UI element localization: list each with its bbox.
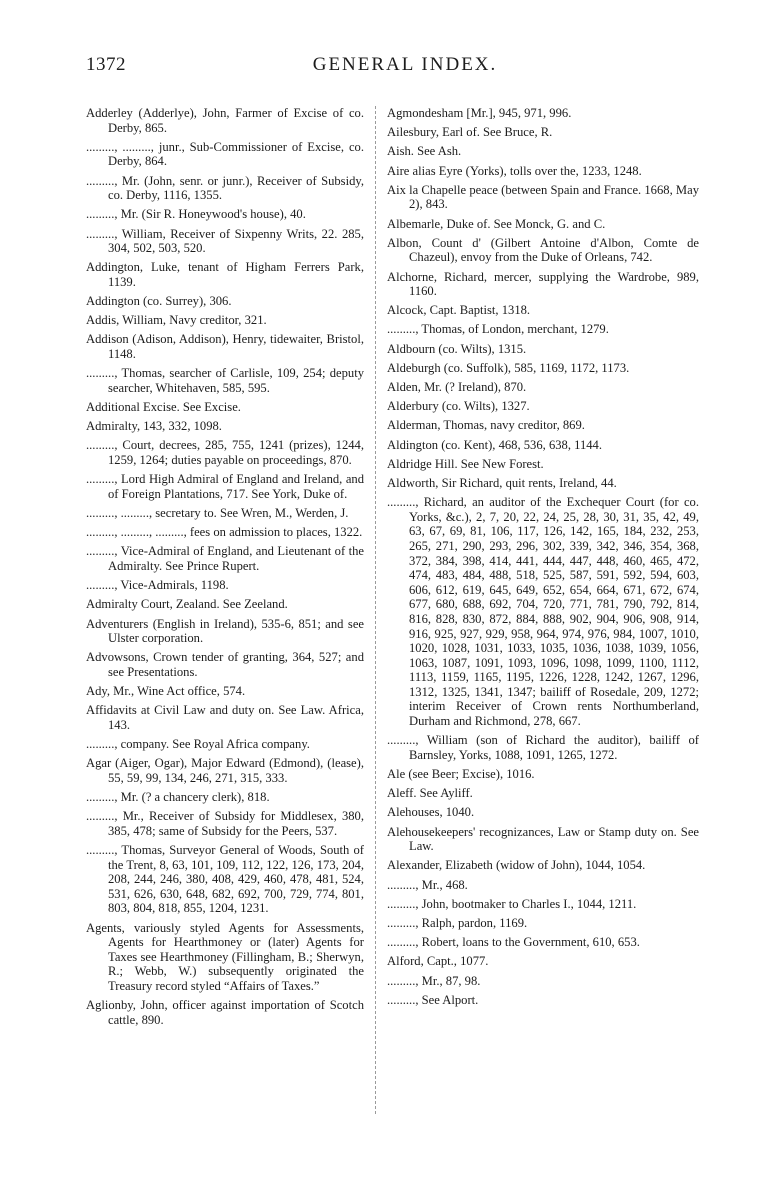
index-entry: ........., Mr., 87, 98.: [387, 973, 481, 988]
index-entry: Affidavits at Civil Law and duty on. See Law. Africa, 143.: [86, 703, 364, 732]
index-entry: Agents, variously styled Agents for Assessments, Agents for Hearthmoney or (later) Agents for Taxes see Hearthmoney (Fillingham, B.; Sherwyn, R.; Webb, W.) subsequently originated the Treasury record styled “Affairs of Taxes.”: [86, 920, 364, 993]
index-entry: ........., company. See Royal Africa company.: [86, 737, 310, 752]
left-index-column: [86, 106, 364, 1032]
index-entry: Addington, Luke, tenant of Higham Ferrers Park, 1139.: [86, 260, 364, 289]
index-entry: Albemarle, Duke of. See Monck, G. and C.: [387, 216, 606, 231]
index-entry: Additional Excise. See Excise.: [86, 400, 241, 415]
index-entry: Ady, Mr., Wine Act office, 574.: [86, 684, 246, 699]
index-entry: Addison (Adison, Addison), Henry, tidewaiter, Bristol, 1148.: [86, 332, 364, 362]
index-entry: ........., Lord High Admiral of England and Ireland, and of Foreign Plantations, 717. See York, Duke of.: [86, 472, 364, 501]
column-divider: [375, 106, 377, 1114]
index-entry: ........., Mr. (Sir R. Honeywood's house), 40.: [86, 207, 306, 222]
index-entry: Aix la Chapelle peace (between Spain and France. 1668, May 2), 843.: [387, 182, 699, 212]
index-entry: ........., ........., secretary to. See Wren, M., Werden, J.: [86, 505, 349, 520]
index-entry: Alderman, Thomas, navy creditor, 869.: [387, 418, 585, 433]
index-entry: ........., William (son of Richard the auditor), bailiff of Barnsley, Yorks, 1088, 1091, 1265, 1272.: [387, 733, 699, 762]
index-entry: ........., Court, decrees, 285, 755, 1241 (prizes), 1244, 1259, 1264; duties payable on proceedings, 870.: [86, 438, 364, 467]
index-entry: ........., Vice-Admiral of England, and Lieutenant of the Admiralty. See Prince Rupert.: [86, 544, 364, 573]
index-entry: Addington (co. Surrey), 306.: [86, 294, 232, 309]
index-entry: Agar (Aiger, Ogar), Major Edward (Edmond), (lease), 55, 59, 99, 134, 246, 271, 315, 333.: [86, 756, 364, 785]
index-entry: ........., Mr., 468.: [387, 877, 468, 892]
index-entry: ........., Richard, an auditor of the Exchequer Court (for co. Yorks, &c.), 2, 7, 20, 22, 24, 25, 28, 30, 31, 35, 42, 49, 63, 67, 69, 81, 106, 117, 126, 142, 165, 184, 232, 253, 265, 271, 290, 293, 296, 302, 339, 342, 346, 354, 368, 372, 384, 398, 414, 441, 444, 447, 448, 460, 465, 472, 474, 483, 484, 488, 518, 525, 587, 591, 592, 594, 603, 606, 612, 619, 645, 649, 652, 654, 664, 671, 672, 674, 677, 680, 688, 692, 704, 720, 771, 781, 790, 792, 814, 816, 828, 830, 872, 884, 888, 902, 904, 906, 908, 914, 916, 925, 927, 929, 958, 964, 974, 976, 984, 1007, 1010, 1020, 1028, 1031, 1033, 1035, 1036, 1038, 1039, 1056, 1063, 1087, 1091, 1093, 1096, 1098, 1099, 1100, 1112, 1113, 1159, 1165, 1195, 1226, 1228, 1242, 1267, 1296, 1312, 1325, 1341, 1347; bailiff of Rosedale, 209, 1272; interim Receiver of Crown rents Northumberland, Durham and Richmond, 278, 667.: [387, 495, 699, 729]
page-number: 1372: [86, 54, 126, 75]
index-entry: Adventurers (English in Ireland), 535-6, 851; and see Ulster corporation.: [86, 616, 364, 646]
index-entry: Alford, Capt., 1077.: [387, 954, 489, 969]
index-entry: Alderbury (co. Wilts), 1327.: [387, 399, 530, 414]
index-entry: ........., See Alport.: [387, 992, 479, 1007]
index-entry: Aish. See Ash.: [387, 144, 462, 159]
index-entry: Admiralty Court, Zealand. See Zeeland.: [86, 597, 288, 612]
index-entry: Advowsons, Crown tender of granting, 364, 527; and see Presentations.: [86, 650, 364, 679]
page-title: GENERAL INDEX.: [312, 54, 498, 75]
index-entry: Aglionby, John, officer against importation of Scotch cattle, 890.: [86, 998, 364, 1027]
index-entry: Alexander, Elizabeth (widow of John), 1044, 1054.: [387, 858, 646, 873]
index-entry: ........., Mr., Receiver of Subsidy for Middlesex, 380, 385, 478; same of Subsidy for the Peers, 537.: [86, 809, 364, 838]
index-entry: ........., Robert, loans to the Government, 610, 653.: [387, 935, 640, 950]
right-index-column: [387, 106, 699, 1012]
index-entry: Addis, William, Navy creditor, 321.: [86, 313, 267, 328]
index-entry: ........., Thomas, Surveyor General of Woods, South of the Trent, 8, 63, 101, 109, 112, 122, 126, 173, 204, 208, 244, 246, 380, 408, 429, 460, 478, 481, 524, 531, 626, 630, 648, 682, 692, 700, 729, 774, 801, 803, 804, 818, 855, 1204, 1231.: [86, 842, 364, 916]
index-entry: ........., John, bootmaker to Charles I., 1044, 1211.: [387, 896, 637, 911]
index-entry: Aleff. See Ayliff.: [387, 786, 473, 801]
index-entry: ........., Mr. (? a chancery clerk), 818.: [86, 790, 270, 804]
index-entry: Aldworth, Sir Richard, quit rents, Ireland, 44.: [387, 475, 617, 490]
index-entry: Aldbourn (co. Wilts), 1315.: [387, 341, 527, 356]
index-entry: ........., Thomas, searcher of Carlisle, 109, 254; deputy searcher, Whitehaven, 585, 595.: [86, 366, 364, 395]
index-entry: Alcock, Capt. Baptist, 1318.: [387, 303, 531, 318]
index-entry: Aire alias Eyre (Yorks), tolls over the, 1233, 1248.: [387, 163, 642, 178]
index-entry: ........., Mr. (John, senr. or junr.), Receiver of Subsidy, co. Derby, 1116, 1355.: [86, 173, 364, 203]
index-entry: Alden, Mr. (? Ireland), 870.: [387, 380, 527, 395]
index-entry: ........., ........., junr., Sub-Commissioner of Excise, co. Derby, 864.: [86, 139, 364, 169]
index-entry: ........., Thomas, of London, merchant, 1279.: [387, 322, 609, 337]
index-entry: Adderley (Adderlye), John, Farmer of Excise of co. Derby, 865.: [86, 106, 364, 135]
index-entry: Admiralty, 143, 332, 1098.: [86, 419, 222, 434]
index-entry: Ailesbury, Earl of. See Bruce, R.: [387, 125, 553, 140]
index-entry: Ale (see Beer; Excise), 1016.: [387, 767, 535, 782]
index-entry: Aldington (co. Kent), 468, 536, 638, 1144.: [387, 437, 603, 452]
index-entry: Alchorne, Richard, mercer, supplying the Wardrobe, 989, 1160.: [387, 269, 699, 299]
index-entry: ........., Ralph, pardon, 1169.: [387, 915, 528, 930]
index-entry: Albon, Count d' (Gilbert Antoine d'Albon, Comte de Chazeul), envoy from the Duke of Orleans, 742.: [387, 235, 699, 265]
index-entry: Alehouses, 1040.: [387, 805, 475, 820]
index-entry: Aldeburgh (co. Suffolk), 585, 1169, 1172, 1173.: [387, 360, 630, 375]
index-entry: Agmondesham [Mr.], 945, 971, 996.: [387, 106, 572, 120]
index-entry: ........., Vice-Admirals, 1198.: [86, 578, 229, 593]
index-entry: Alehousekeepers' recognizances, Law or Stamp duty on. See Law.: [387, 824, 699, 854]
index-entry: Aldridge Hill. See New Forest.: [387, 456, 544, 471]
index-entry: ........., William, Receiver of Sixpenny Writs, 22. 285, 304, 502, 503, 520.: [86, 226, 364, 256]
index-entry: ........., ........., ........., fees on admission to places, 1322.: [86, 525, 363, 540]
